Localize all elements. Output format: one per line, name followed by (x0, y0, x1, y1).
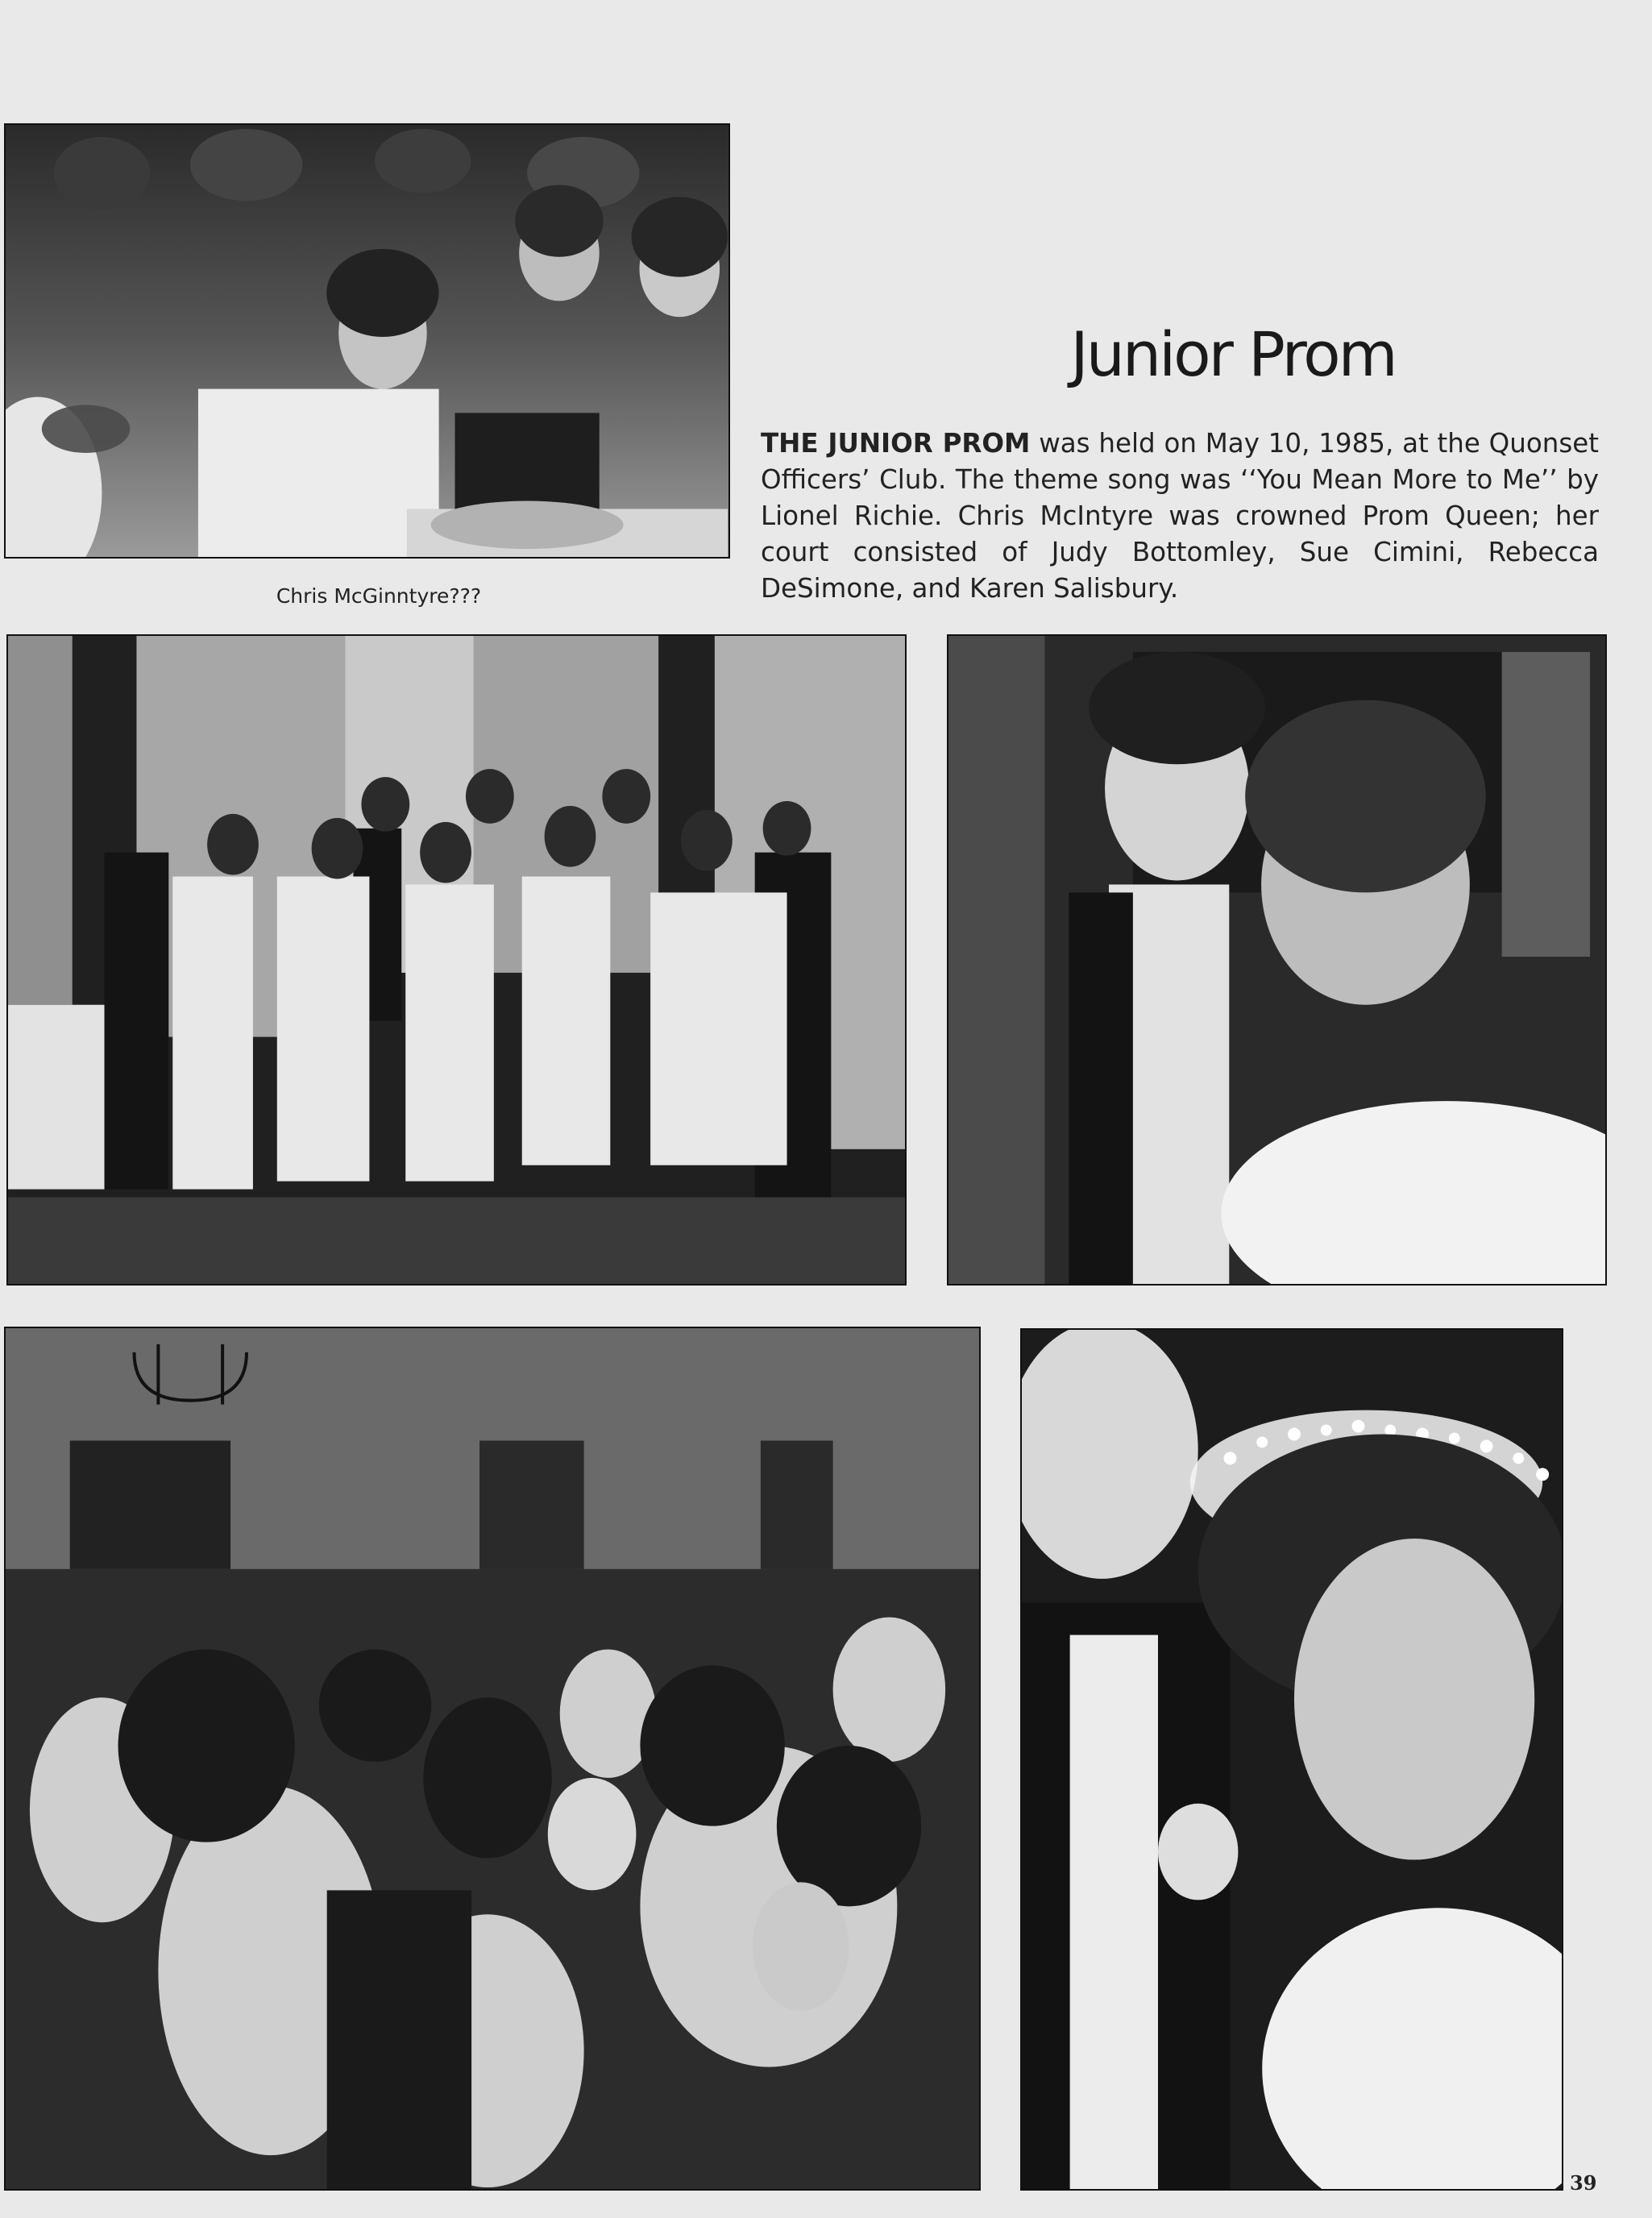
photo-dinner-table (4, 123, 730, 559)
article-lead: THE JUNIOR PROM (761, 428, 1031, 459)
page-number: 39 (1570, 2171, 1597, 2195)
dance-floor-image (6, 1328, 979, 2189)
couple-image (948, 636, 1605, 1284)
photo-prom-court (6, 634, 907, 1286)
photo-dance-floor (4, 1327, 981, 2191)
article-body: was held on May 10, 1985, at the Quonset Officers’ Club. The theme song was ‘‘You Mean More to Me’’ by Lionel Richie. Chris McIntyre was crowned Prom Queen; her court consisted of Judy Bottomley, Sue Cimini, Rebecca DeSimone, and Karen Salisbury. (761, 428, 1599, 604)
queen-closeup-image (1022, 1330, 1562, 2189)
photo-caption: Chris McGinntyre??? (276, 584, 482, 608)
dinner-table-image (6, 125, 728, 557)
article-text (761, 426, 1599, 607)
photo-couple (947, 634, 1607, 1286)
photo-queen-closeup (1020, 1328, 1563, 2191)
page-title: Junior Prom (1070, 318, 1396, 390)
prom-court-image (8, 636, 905, 1284)
